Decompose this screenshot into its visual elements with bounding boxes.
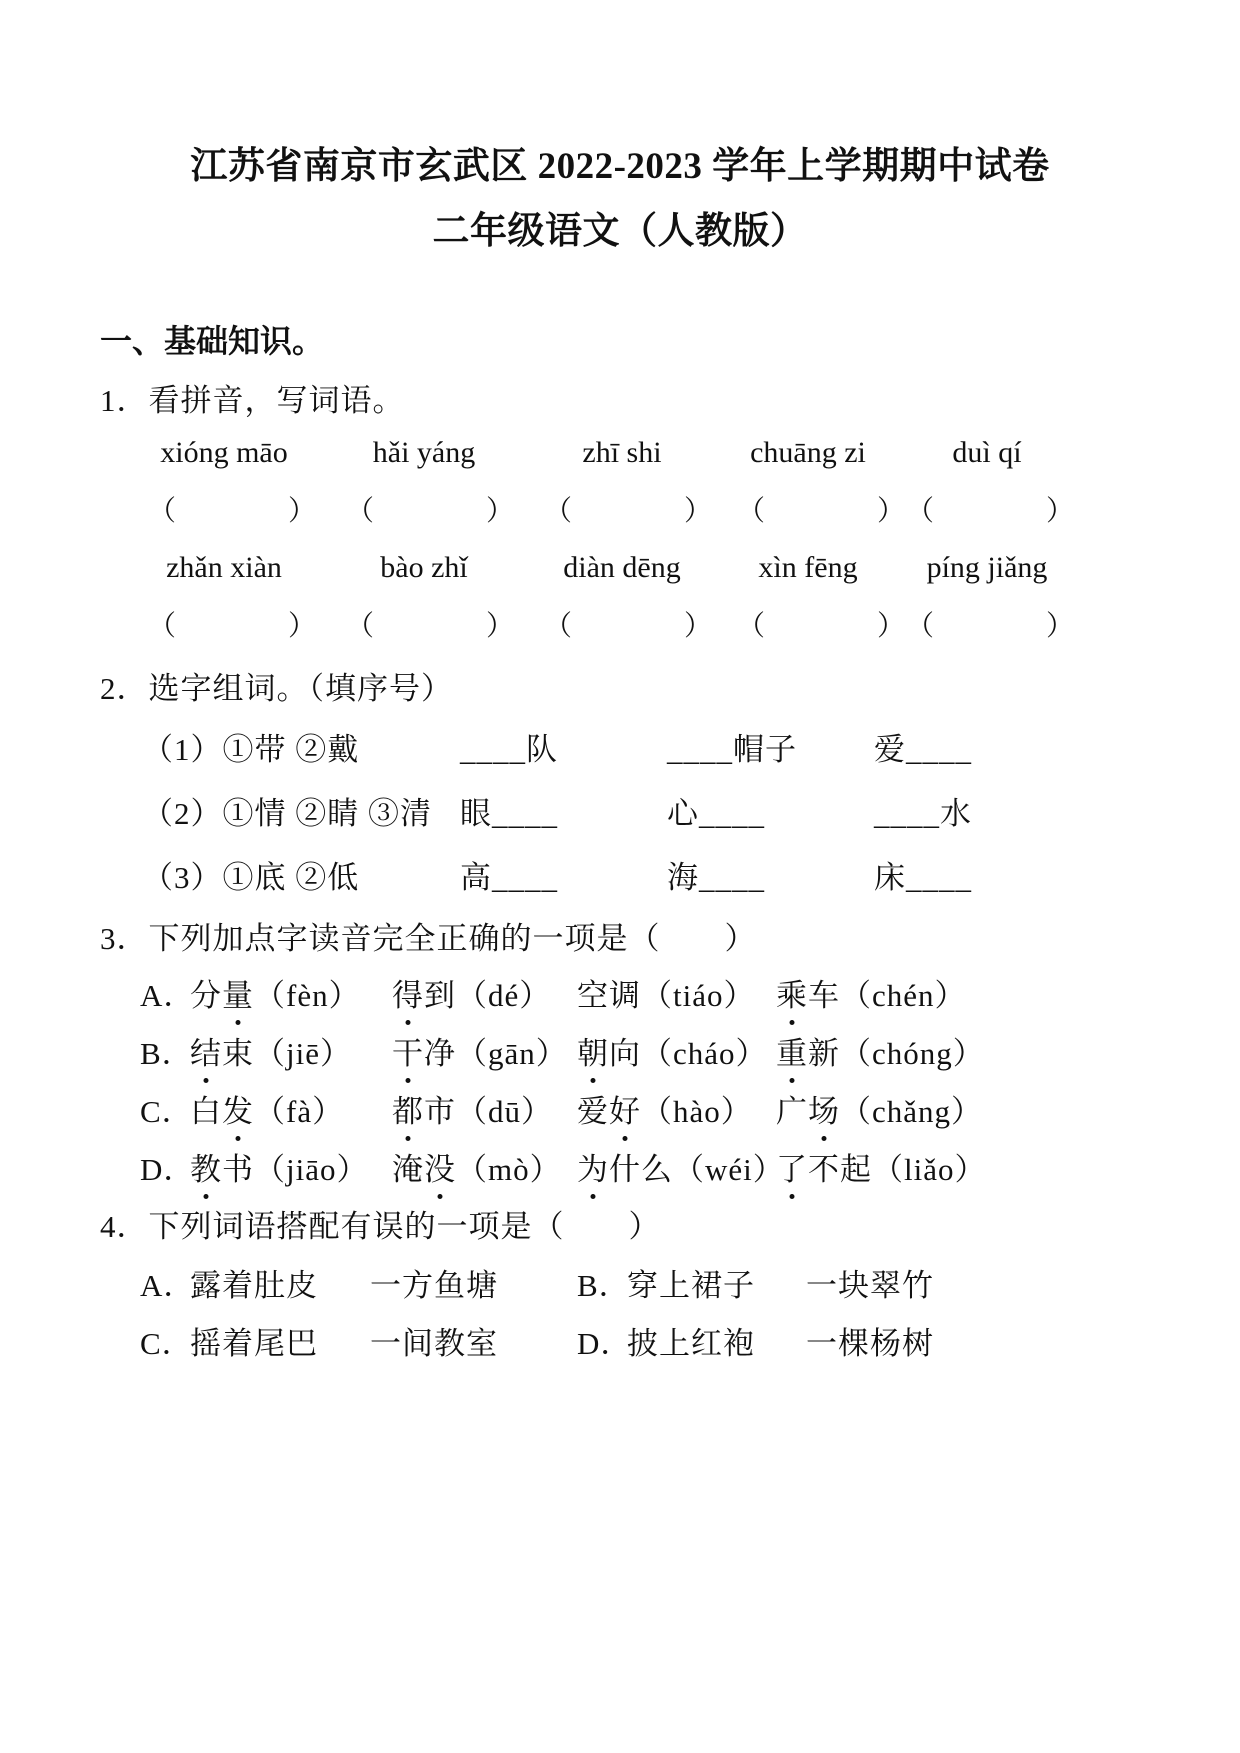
option-letter[interactable]: C． xyxy=(140,1326,194,1361)
pinyin-item: hǎi yáng xyxy=(372,436,476,469)
option-phrase: 穿上裙子 xyxy=(627,1268,755,1303)
answer-blank[interactable]: （ ） xyxy=(148,496,317,527)
option-letter[interactable]: A． xyxy=(140,978,196,1013)
option-letter[interactable]: D． xyxy=(577,1326,633,1361)
option-item: 淹没（mò） xyxy=(392,1144,562,1189)
pinyin-item: xìn fēng xyxy=(758,551,858,584)
fill-blank[interactable]: ____水 xyxy=(874,796,972,831)
option-phrase: 露着肚皮 xyxy=(190,1268,318,1303)
pinyin-item: píng jiǎng xyxy=(926,551,1048,584)
option-letter[interactable]: C． xyxy=(140,1094,194,1129)
question-1-prompt: 1．看拼音，写词语。 xyxy=(100,383,405,418)
option-item: 教书（jiāo） xyxy=(190,1144,369,1189)
option-item: 重新（chóng） xyxy=(776,1028,985,1073)
answer-blank[interactable]: （ ） xyxy=(346,496,515,527)
fill-blank[interactable]: 床____ xyxy=(874,860,972,895)
pinyin-item: bào zhǐ xyxy=(380,551,468,584)
option-item: 空调（tiáo） xyxy=(577,978,756,1013)
answer-blank[interactable]: （ ） xyxy=(737,496,906,527)
q2-row-label: （1）①带 ②戴 xyxy=(142,732,360,767)
pinyin-item: zhī shi xyxy=(582,436,662,469)
answer-blank[interactable]: （ ） xyxy=(906,611,1075,642)
answer-blank[interactable]: （ ） xyxy=(544,496,713,527)
option-item: 都市（dū） xyxy=(392,1086,553,1131)
fill-blank[interactable]: 高____ xyxy=(460,860,558,895)
option-letter[interactable]: B． xyxy=(577,1268,631,1303)
page-subtitle: 二年级语文（人教版） xyxy=(432,211,808,252)
option-item: 乘车（chén） xyxy=(776,970,967,1015)
section-heading: 一、基础知识。 xyxy=(100,323,325,359)
pinyin-item: duì qí xyxy=(952,436,1022,469)
answer-blank[interactable]: （ ） xyxy=(346,611,515,642)
fill-blank[interactable]: ____队 xyxy=(460,732,558,767)
option-item: 为什么（wéi） xyxy=(577,1144,785,1189)
option-phrase: 一间教室 xyxy=(370,1326,498,1361)
fill-blank[interactable]: ____帽子 xyxy=(667,732,797,767)
fill-blank[interactable]: 眼____ xyxy=(460,796,558,831)
q2-row-label: （3）①底 ②低 xyxy=(142,860,360,895)
fill-blank[interactable]: 爱____ xyxy=(874,732,972,767)
option-item: 爱好（hào） xyxy=(577,1086,753,1131)
option-item: 朝向（cháo） xyxy=(577,1028,768,1073)
fill-blank[interactable]: 海____ xyxy=(667,860,765,895)
option-phrase: 披上红袍 xyxy=(627,1326,755,1361)
answer-blank[interactable]: （ ） xyxy=(148,611,317,642)
option-item: 分量（fèn） xyxy=(190,970,361,1015)
option-letter[interactable]: B． xyxy=(140,1036,194,1071)
option-letter[interactable]: D． xyxy=(140,1152,196,1187)
option-item: 广场（chǎng） xyxy=(776,1086,983,1131)
option-letter[interactable]: A． xyxy=(140,1268,196,1303)
pinyin-item: xióng māo xyxy=(160,436,288,469)
option-phrase: 一块翠竹 xyxy=(806,1268,934,1303)
question-2-prompt: 2．选字组词。（填序号） xyxy=(100,671,453,706)
answer-blank[interactable]: （ ） xyxy=(544,611,713,642)
option-item: 干净（gān） xyxy=(392,1028,568,1073)
option-item: 得到（dé） xyxy=(392,970,551,1015)
option-phrase: 一方鱼塘 xyxy=(370,1268,498,1303)
answer-blank[interactable]: （ ） xyxy=(906,496,1075,527)
pinyin-item: zhǎn xiàn xyxy=(166,551,282,584)
fill-blank[interactable]: 心____ xyxy=(667,796,765,831)
answer-blank[interactable]: （ ） xyxy=(737,611,906,642)
pinyin-item: diàn dēng xyxy=(563,551,681,584)
pinyin-item: chuāng zi xyxy=(750,436,866,469)
option-phrase: 摇着尾巴 xyxy=(190,1326,318,1361)
q2-row-label: （2）①情 ②睛 ③清 xyxy=(142,796,432,831)
option-item: 白发（fà） xyxy=(190,1086,344,1131)
option-item: 了不起（liǎo） xyxy=(776,1144,987,1189)
option-phrase: 一棵杨树 xyxy=(806,1326,934,1361)
question-3-prompt: 3．下列加点字读音完全正确的一项是（ ） xyxy=(100,921,757,956)
option-item: 结束（jiē） xyxy=(190,1028,352,1073)
question-4-prompt: 4．下列词语搭配有误的一项是（ ） xyxy=(100,1209,661,1244)
page-title: 江苏省南京市玄武区 2022-2023 学年上学期期中试卷 xyxy=(190,146,1050,187)
